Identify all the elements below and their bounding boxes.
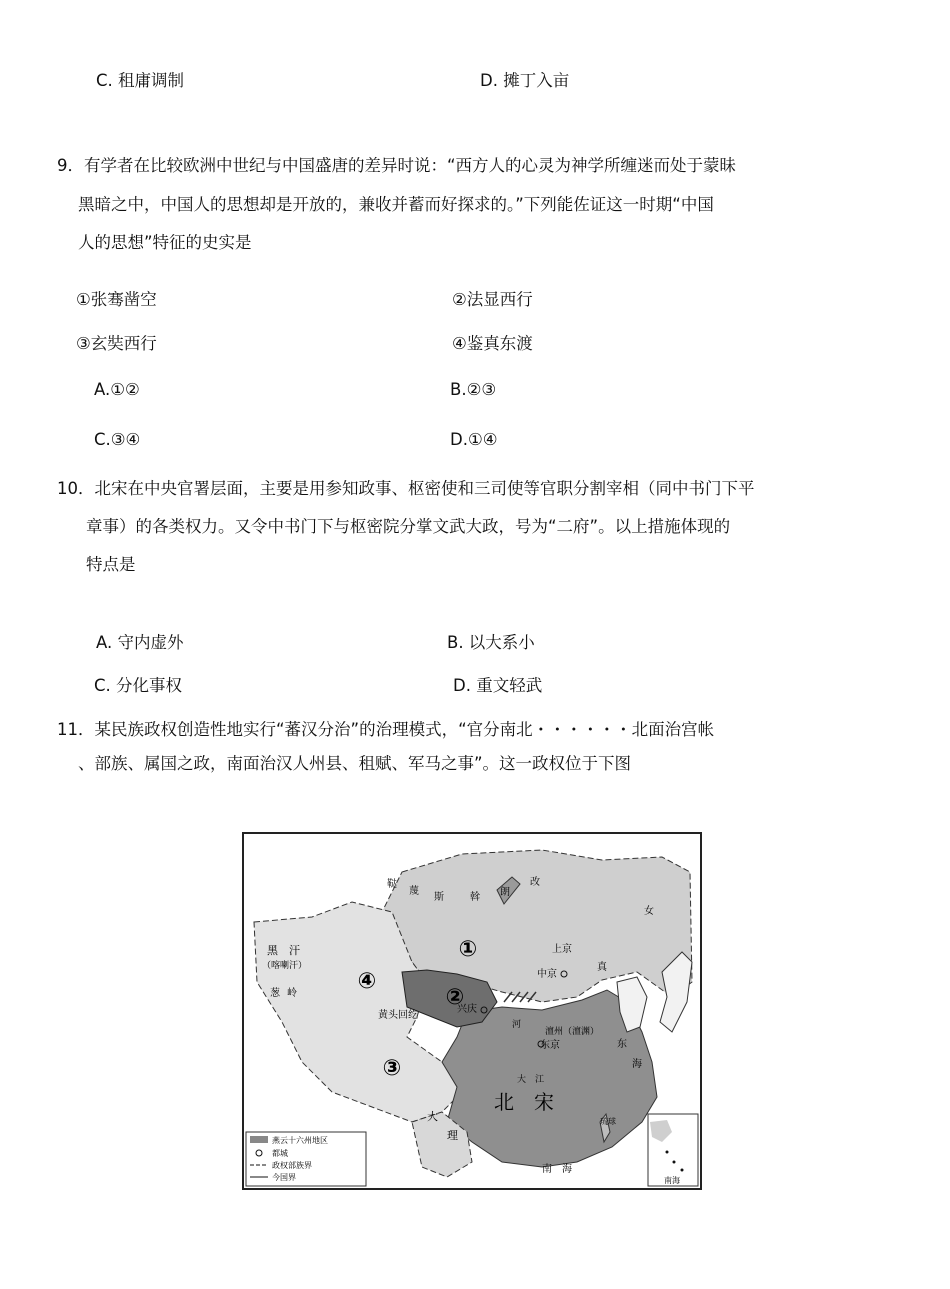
label-huangtou: 黄头回纥: [378, 1010, 418, 1021]
label-dongsea: 东: [617, 1039, 627, 1050]
q10-stem-line1: 10．北宋在中央官署层面，主要是用参知政事、枢密使和三司使等官职分割宰相（同中书门下平: [57, 479, 755, 498]
label-da: 大: [427, 1110, 438, 1123]
q10-option-d: D. 重文轻武: [453, 676, 543, 695]
q9-option-b: B.②③: [450, 380, 497, 399]
label-heihan: 黑 汗: [267, 944, 300, 957]
label-dajiang: 大 江: [517, 1075, 545, 1085]
q10-option-a: A. 守内虚外: [96, 633, 184, 652]
label-si: 斯: [434, 892, 444, 903]
label-dongjing: 东京: [540, 1040, 560, 1051]
label-xingqing: 兴庆: [457, 1004, 477, 1015]
label-zhongjing: 中京: [537, 969, 557, 980]
q11-stem-line1: 11．某民族政权创造性地实行“蕃汉分治”的治理模式，“官分南北・・・・・・北面治宫帐: [57, 720, 715, 739]
label-cong: 葱: [270, 988, 280, 999]
q9-stem-line3: 人的思想”特征的史实是: [78, 233, 252, 252]
label-he: 河: [512, 1020, 522, 1030]
label-nanhai: 南 海: [542, 1164, 572, 1175]
label-dadan: 鞑: [387, 879, 397, 890]
q11-stem-line2: 、部族、属国之政，南面治汉人州县、租赋、军马之事”。这一政权位于下图: [78, 754, 632, 773]
south-sea-inset: [648, 1114, 698, 1186]
q8-option-c: C. 租庸调制: [96, 71, 185, 90]
label-inset: 南海: [664, 1176, 680, 1185]
label-lang: 朗: [500, 887, 510, 898]
label-li: 理: [447, 1129, 458, 1142]
legend-yanyun: 燕云十六州地区: [272, 1136, 328, 1145]
label-shangjing: 上京: [552, 944, 572, 955]
label-gai: 改: [530, 877, 540, 888]
region-number-1: ①: [458, 937, 478, 962]
q9-option-d: D.①④: [450, 430, 498, 449]
label-hai2: 海: [632, 1059, 642, 1070]
q10-stem-line2: 章事）的各类权力。又令中书门下与枢密院分掌文武大政，号为“二府”。以上措施体现的: [86, 517, 731, 536]
q9-fact-2: ②法显西行: [452, 290, 533, 309]
q9-option-a: A.①②: [94, 380, 140, 399]
label-mie: 蔑: [409, 886, 419, 897]
legend-modern: 今国界: [272, 1173, 296, 1182]
label-hela: （喀喇汗）: [262, 961, 308, 971]
region-number-3: ③: [382, 1056, 402, 1081]
q9-fact-1: ①张骞凿空: [76, 290, 157, 309]
q9-option-c: C.③④: [94, 430, 141, 449]
label-nv: 女: [644, 906, 654, 917]
q10-stem-line3: 特点是: [86, 555, 136, 574]
label-ling: 岭: [287, 988, 297, 999]
map-legend: [246, 1132, 366, 1186]
q9-fact-3: ③玄奘西行: [76, 334, 157, 353]
region-number-2: ②: [445, 985, 465, 1010]
region-number-4: ④: [357, 969, 377, 994]
q9-stem-line2: 黑暗之中，中国人的思想却是开放的，兼收并蓄而好探求的。”下列能佐证这一时期“中国: [78, 195, 714, 214]
song-liao-map: [242, 832, 702, 1190]
q8-option-d: D. 摊丁入亩: [480, 71, 570, 90]
q9-fact-4: ④鉴真东渡: [452, 334, 533, 353]
label-liuqiu: 琉球: [600, 1117, 616, 1126]
label-zhen: 真: [597, 962, 607, 973]
label-beisong: 北 宋: [494, 1090, 554, 1114]
label-shanzhou: 澶州（澶渊）: [545, 1027, 600, 1037]
legend-capital: 都城: [272, 1149, 288, 1158]
q10-option-c: C. 分化事权: [94, 676, 183, 695]
q10-option-b: B. 以大系小: [447, 633, 535, 652]
legend-border: 政权部族界: [272, 1161, 312, 1170]
q9-stem-line1: 9．有学者在比较欧洲中世纪与中国盛唐的差异时说：“西方人的心灵为神学所缠迷而处于蒙昧: [57, 156, 737, 175]
label-wo: 斡: [470, 892, 480, 903]
